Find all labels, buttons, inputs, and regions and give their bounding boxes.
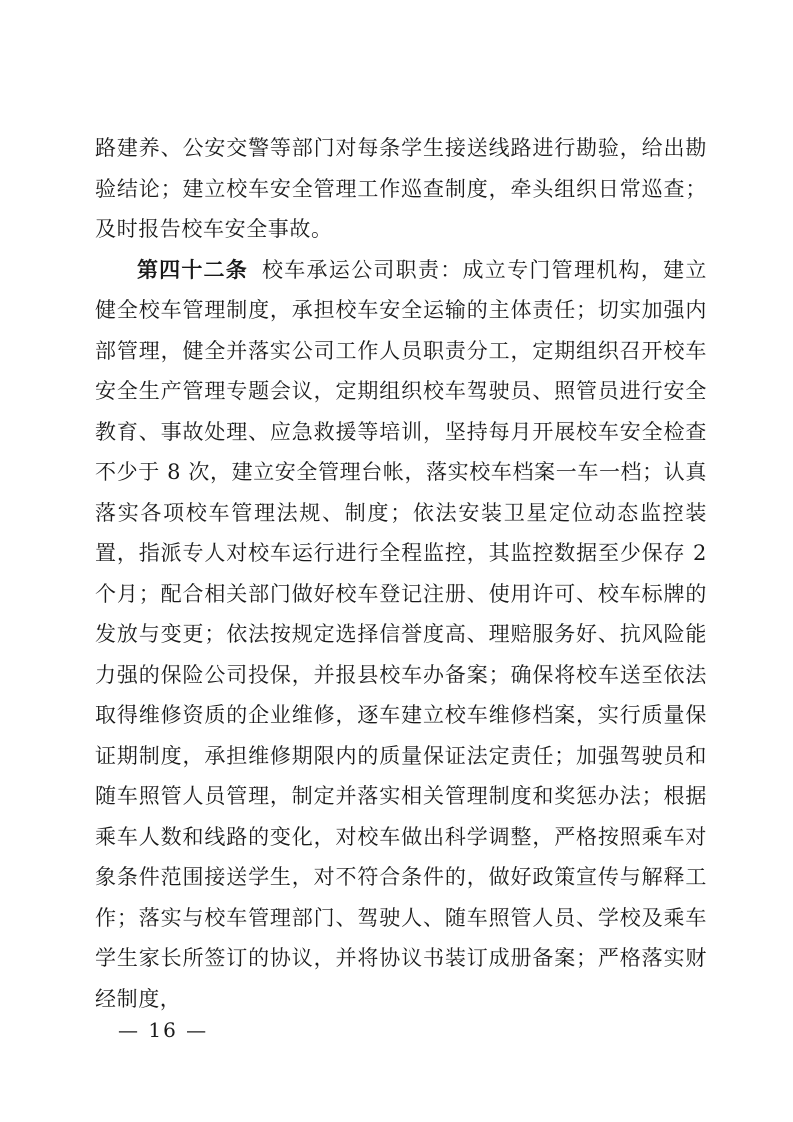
document-body	[95, 128, 707, 1019]
article-number: 第四十二条	[137, 257, 248, 282]
paragraph-text: 路建养、公安交警等部门对每条学生接送线路进行勘验，给出勘验结论；建立校车安全管理工作巡查制度，牵头组织日常巡查；及时报告校车安全事故。	[95, 136, 707, 241]
paragraph-continuation	[95, 128, 707, 250]
page-number: — 16 —	[118, 1018, 209, 1042]
paragraph-article-42	[95, 250, 707, 1020]
paragraph-text: 校车承运公司职责：成立专门管理机构，建立健全校车管理制度，承担校车安全运输的主体责任；切实加强内部管理，健全并落实公司工作人员职责分工，定期组织召开校车安全生产管理专题会议，定期组织校车驾驶员、照管员进行安全教育、事故处理、应急救援等培训，坚持每月开展校车安全检查不少于 8 次，建立安全管理台帐，落实校车档案一车一档；认真落实各项校车管理法规、制度；依法安装卫星定位动态监控装置，指派专人对校车运行进行全程监控，其监控数据至少保存 2 个月；配合相关部门做好校车登记注册、使用许可、校车标牌的发放与变更；依法按规定选择信誉度高、理赔服务好、抗风险能力强的保险公司投保，并报县校车办备案；确保将校车送至依法取得维修资质的企业维修，逐车建立校车维修档案，实行质量保证期制度，承担维修期限内的质量保证法定责任；加强驾驶员和随车照管人员管理，制定并落实相关管理制度和奖惩办法；根据乘车人数和线路的变化，对校车做出科学调整，严格按照乘车对象条件范围接送学生，对不符合条件的，做好政策宣传与解释工作；落实与校车管理部门、驾驶人、随车照管人员、学校及乘车学生家长所签订的协议，并将协议书装订成册备案；严格落实财经制度，	[95, 257, 707, 1011]
